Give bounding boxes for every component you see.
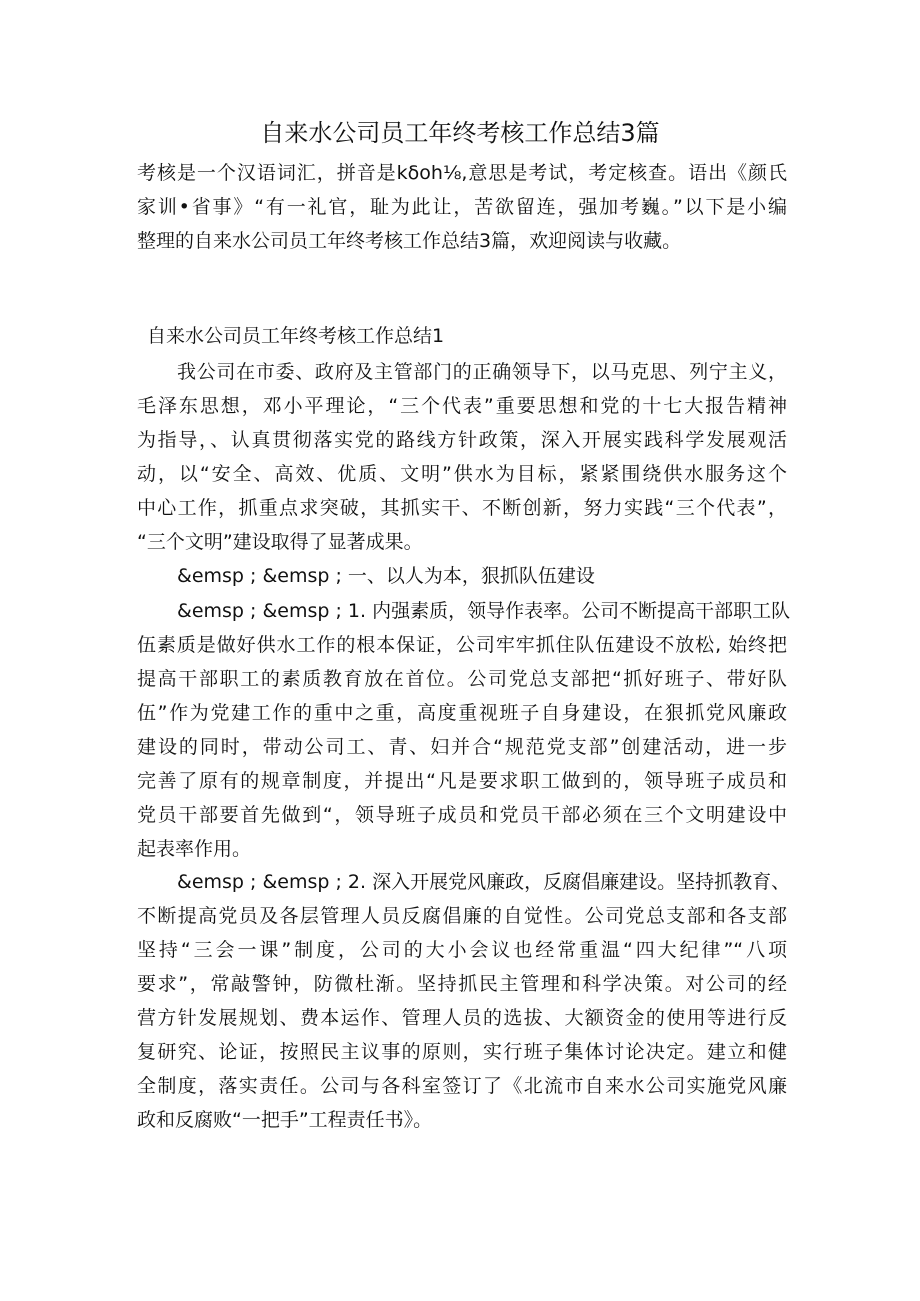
document-title: 自来水公司员工年终考核工作总结3篇 — [260, 119, 660, 147]
section-heading — [137, 319, 787, 353]
paragraph — [137, 594, 791, 866]
text-line: 全制度，落实责任。公司与各科室签订了《北流市自来水公司实施党风廉 — [137, 1075, 787, 1097]
text-line: 伍”作为党建工作的重中之重，高度重视班子自身建设，在狠抓党风廉政 — [137, 702, 787, 724]
paragraph — [137, 559, 787, 593]
text-line: 动，以“安全、高效、优质、文明”供水为目标，紧紧围绕供水服务这个 — [137, 463, 787, 485]
text-line: 伍素质是做好供水工作的根本保证，公司牢牢抓住队伍建设不放松, 始终把 — [137, 634, 787, 656]
text-line: &emsp ; &emsp ; 2. 深入开展党风廉政，反腐倡廉建设。坚持抓教育、 — [177, 871, 791, 893]
text-line: 建设的同时，带动公司工、青、妇并合“规范党支部”创建活动，进一步 — [137, 736, 787, 758]
text-line: 起表率作用。 — [137, 838, 252, 860]
text-line: 我公司在市委、政府及主管部门的正确领导下，以马克思、列宁主义， — [177, 361, 787, 383]
text-line: 要求”，常敲警钟，防微杜渐。坚持抓民主管理和科学决策。对公司的经 — [137, 973, 787, 995]
text-line: 坚持“三会一课”制度，公司的大小会议也经常重温“四大纪律”“八项 — [137, 939, 787, 961]
text-line: 考核是一个汉语词汇，拼音是kδoh⅛,意思是考试，考定核查。语出《颜氏 — [137, 162, 787, 184]
paragraph — [137, 865, 791, 1137]
text-line: 政和反腐败“一把手”工程责任书》。 — [137, 1109, 433, 1131]
text-line: 营方针发展规划、费本运作、管理人员的选拔、大额资金的使用等进行反 — [137, 1007, 787, 1029]
text-line: 中心工作，抓重点求突破，其抓实干、不断创新，努力实践“三个代表”， — [137, 497, 787, 519]
text-line: 复研究、论证，按照民主议事的原则，实行班子集体讨论决定。建立和健 — [137, 1041, 787, 1063]
text-line: 党员干部要首先做到“，领导班子成员和党员干部必须在三个文明建设中 — [137, 804, 787, 826]
text-line: 家训•省事》“有一礼官，耻为此让，苦欲留连，强加考巍。”以下是小编 — [137, 196, 787, 218]
text-line: 整理的自来水公司员工年终考核工作总结3篇，欢迎阅读与收藏。 — [137, 230, 682, 252]
text-line: 完善了原有的规章制度，并提出“凡是要求职工做到的，领导班子成员和 — [137, 770, 787, 792]
text-line: 提高干部职工的素质教育放在首位。公司党总支部把“抓好班子、带好队 — [137, 668, 787, 690]
paragraph — [137, 156, 787, 258]
text-line: “三个文明”建设取得了显著成果。 — [137, 531, 423, 553]
text-line: &emsp ; &emsp ; 1. 内强素质，领导作表率。公司不断提高干部职工队 — [177, 600, 791, 622]
text-line: 自来水公司员工年终考核工作总结1 — [147, 325, 445, 347]
text-line: 毛泽东思想，邓小平理论，“三个代表”重要思想和党的十七大报告精神 — [137, 395, 787, 417]
text-line: &emsp ; &emsp ; 一、以人为本，狠抓队伍建设 — [177, 565, 595, 587]
paragraph — [137, 355, 787, 559]
text-line: 不断提高党员及各层管理人员反腐倡廉的自觉性。公司党总支部和各支部 — [137, 905, 787, 927]
text-line: 为指导，、认真贯彻落实党的路线方针政策，深入开展实践科学发展观活 — [137, 429, 787, 451]
